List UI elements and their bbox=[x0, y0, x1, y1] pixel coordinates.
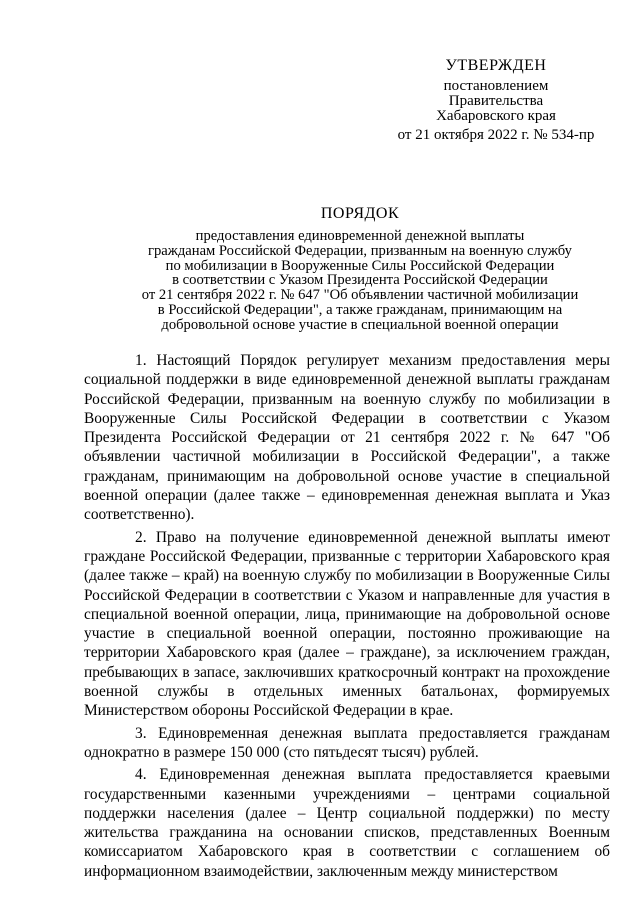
subtitle-line: от 21 сентября 2022 г. № 647 "Об объявлении частичной мобилизации bbox=[141, 287, 579, 304]
subtitle-line: в соответствии с Указом Президента Российской Федерации bbox=[172, 272, 548, 289]
approval-line-2: Правительства bbox=[448, 93, 544, 109]
approval-date: от 21 октября 2022 г. № 534-пр bbox=[397, 127, 595, 143]
approval-heading: УТВЕРЖДЕН bbox=[445, 57, 547, 74]
paragraph-2: 2. Право на получение единовременной денежной выплаты имеют граждане Российской Федерации, призванные с территории Хабаровского края (далее также – край) на военную службу по мобилизации в Вооруженные Силы Российской Федерации в соответствии с Указом и направленные для участия в специальной военной операции, лица, принимающие на добровольной основе участие в специальной военной операции, постоянно проживающие на территории Хабаровского края (далее – граждане), за исключением граждан, пребывающих в запасе, заключивших краткосрочный контракт на прохождение военной службы в отдельных именных батальонах, формируемых Министерством обороны Российской Федерации в крае. bbox=[84, 528, 610, 720]
paragraph-4: 4. Единовременная денежная выплата предоставляется краевыми государственными казенными учреждениями – центрами социальной поддержки населения (далее – Центр социальной поддержки) по месту жительства гражданина на основании списков, представленных Военным комиссариатом Хабаровского края в соответствии с соглашением об информационном взаимодействии, заключенным между министерством bbox=[84, 766, 610, 880]
document-title: ПОРЯДОК bbox=[320, 205, 400, 222]
paragraph-1: 1. Настоящий Порядок регулирует механизм предоставления меры социальной поддержки в виде единовременной денежной выплаты гражданам Российской Федерации, призванным на военную службу по мобилизации в Вооруженные Силы Российской Федерации в соответствии с Указом Президента Российской Федерации от 21 сентября 2022 г. № 647 "Об объявлении частичной мобилизации в Российской Федерации", а также гражданам, принимающим на добровольной основе участие в специальной военной операции (далее также – единовременная денежная выплата и Указ соответственно). bbox=[84, 352, 610, 524]
document-subtitle bbox=[100, 229, 620, 333]
subtitle-line: добровольной основе участие в специальной военной операции bbox=[161, 316, 559, 333]
approval-line-1: постановлением bbox=[443, 78, 549, 94]
paragraph-3: 3. Единовременная денежная выплата предоставляется гражданам однократно в размере 150 000 (сто пятьдесят тысяч) рублей. bbox=[84, 724, 610, 761]
approval-stamp bbox=[380, 58, 612, 143]
subtitle-line: по мобилизации в Вооруженные Силы Российской Федерации bbox=[165, 257, 555, 274]
subtitle-line: предоставления единовременной денежной выплаты bbox=[195, 228, 525, 244]
subtitle-line: гражданам Российской Федерации, призванным на военную службу bbox=[148, 242, 572, 259]
document-body bbox=[84, 351, 610, 884]
approval-line-3: Хабаровского края bbox=[436, 108, 556, 124]
subtitle-line: в Российской Федерации", а также гражданам, принимающим на bbox=[157, 301, 563, 318]
